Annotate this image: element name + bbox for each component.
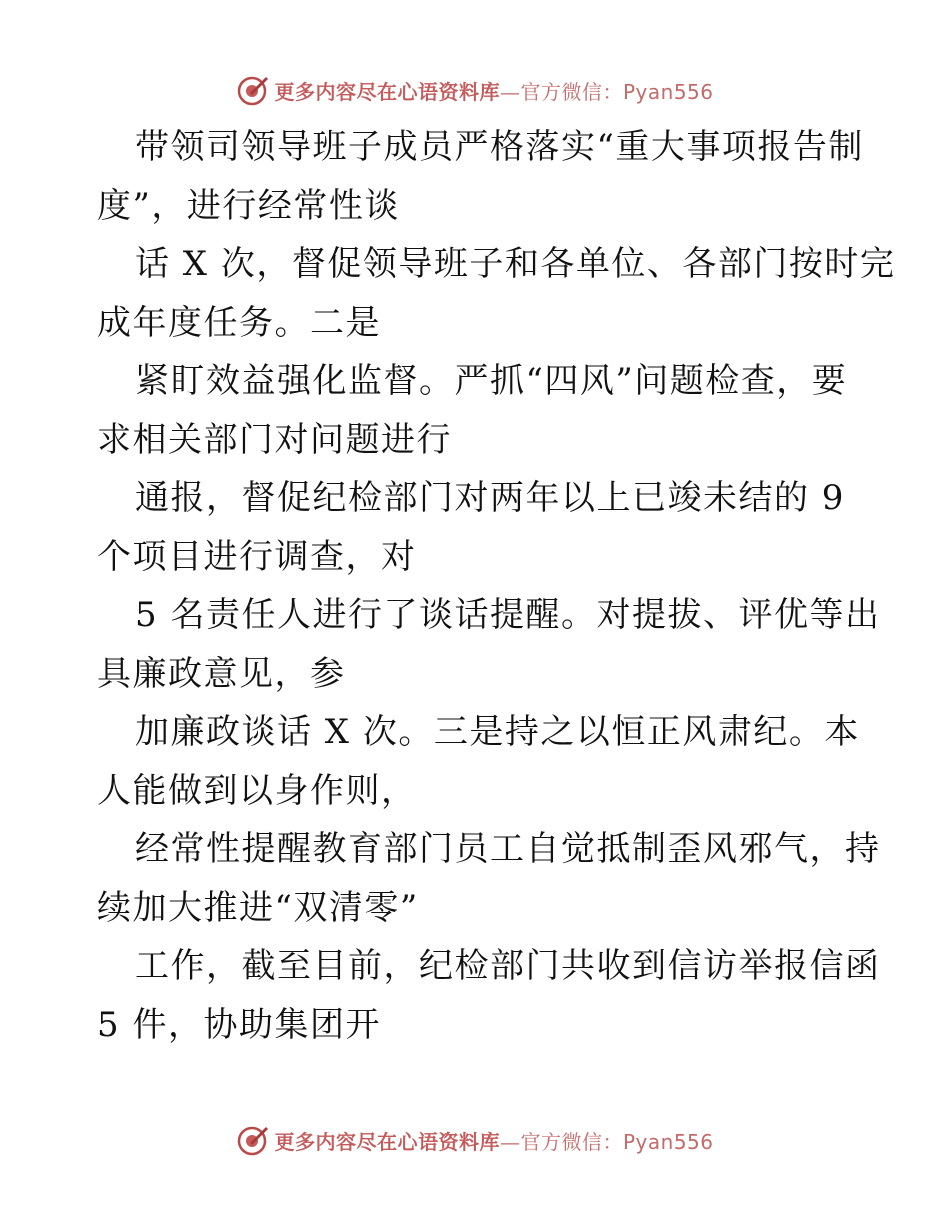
footer-separator: — — [499, 1129, 521, 1154]
header-separator: — — [499, 79, 521, 104]
footer-text — [274, 1126, 713, 1155]
body-line: 成年度任务。二是 — [97, 302, 381, 343]
footer-wechat-label: 官方微信： — [520, 1129, 623, 1154]
body-line: 具廉政意见，参 — [97, 653, 346, 694]
body-line: 个项目进行调查，对 — [97, 536, 417, 577]
body-line: 带领司领导班子成员严格落实“重大事项报告制 — [135, 127, 864, 167]
header-brand-text: 更多内容尽在心语资料库 — [274, 79, 500, 104]
footer-banner — [0, 1120, 950, 1160]
body-line: 经常性提醒教育部门员工自觉抵制歪风邪气，持 — [135, 829, 881, 869]
pen-logo-icon — [236, 73, 270, 107]
body-line: 续加大推进“双清零” — [97, 887, 419, 928]
body-line: 5 件，协助集团开 — [97, 1004, 381, 1045]
body-line: 话 X 次，督促领导班子和各单位、各部门按时完 — [135, 244, 896, 284]
body-line: 求相关部门对问题进行 — [97, 419, 452, 460]
body-line: 5 名责任人进行了谈话提醒。对提拔、评优等出 — [135, 595, 881, 635]
body-line: 度”，进行经常性谈 — [97, 185, 400, 226]
header-text — [274, 76, 713, 105]
body-line: 人能做到以身作则， — [97, 770, 417, 811]
header-wechat-account: Pyan556 — [622, 79, 714, 104]
header-banner — [0, 70, 950, 110]
pen-logo-icon — [236, 1123, 270, 1157]
body-line: 工作，截至目前，纪检部门共收到信访举报信函 — [135, 946, 881, 986]
header-wechat-label: 官方微信： — [520, 79, 623, 104]
footer-brand-text: 更多内容尽在心语资料库 — [274, 1129, 500, 1154]
body-line: 紧盯效益强化监督。严抓“四风”问题检查，要 — [135, 361, 848, 401]
document-body — [97, 118, 896, 1054]
body-line: 加廉政谈话 X 次。三是持之以恒正风肃纪。本 — [135, 712, 860, 752]
footer-wechat-account: Pyan556 — [622, 1129, 714, 1154]
body-line: 通报，督促纪检部门对两年以上已竣未结的 9 — [135, 478, 845, 518]
